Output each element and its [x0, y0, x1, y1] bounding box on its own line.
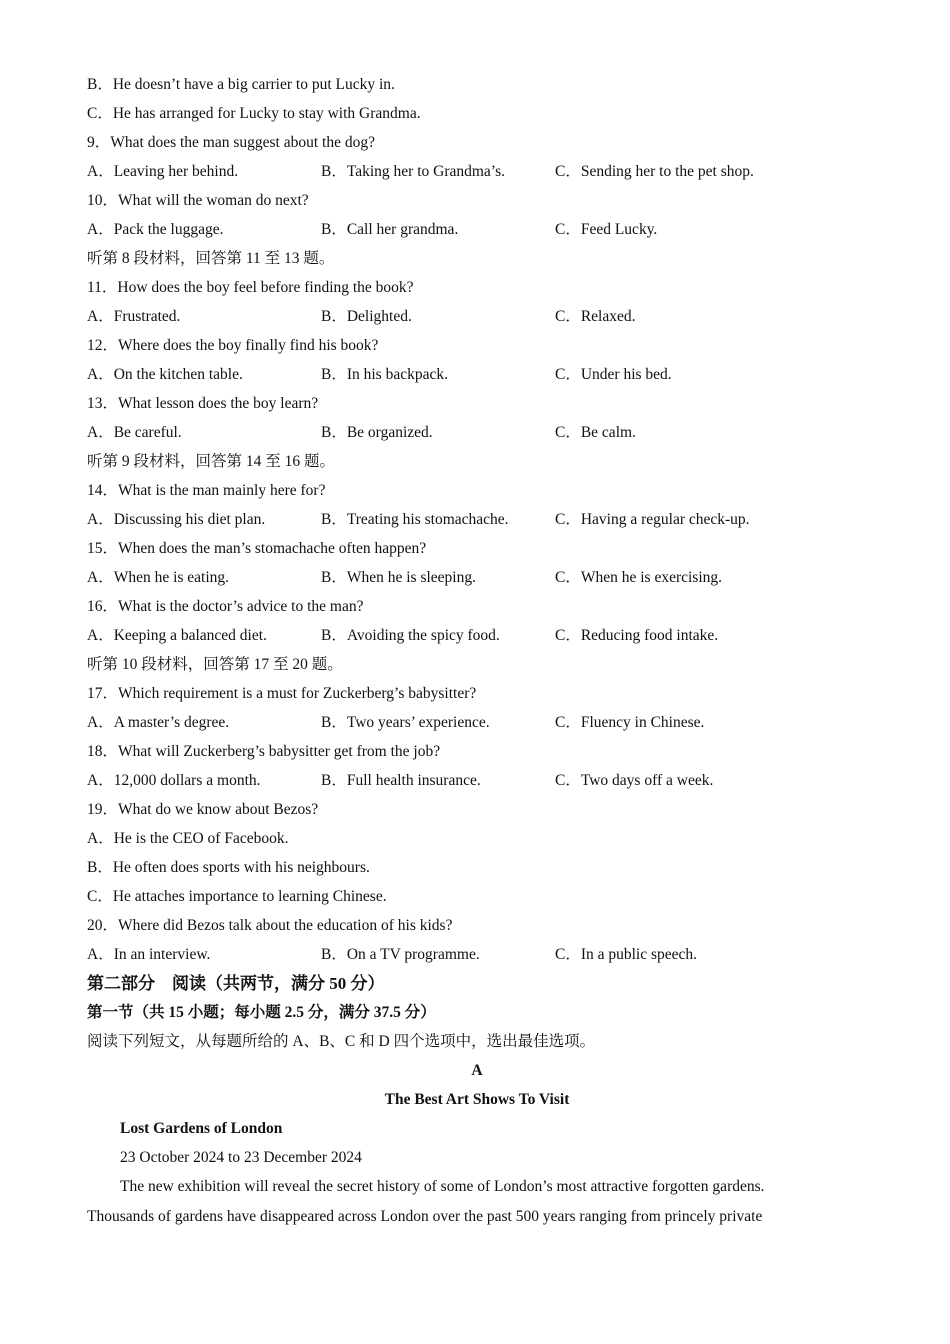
reading-instruction: 阅读下列短文，从每题所给的 A、B、C 和 D 四个选项中，选出最佳选项。 — [87, 1033, 596, 1050]
option-c: C．Feed Lucky. — [555, 221, 658, 238]
q19-option-a: A．He is the CEO of Facebook. — [87, 830, 289, 847]
option-b: B．Full health insurance. — [321, 772, 481, 789]
option-c: C．When he is exercising. — [555, 569, 723, 586]
option-c: C．Under his bed. — [555, 366, 672, 383]
q15-question: 15．When does the man’s stomachache often happen? — [87, 540, 427, 557]
q18-question: 18．What will Zuckerberg’s babysitter get from the job? — [87, 743, 441, 760]
section-1-heading: 第一节（共 15 小题；每小题 2.5 分，满分 37.5 分） — [87, 1004, 436, 1021]
q14-question: 14．What is the man mainly here for? — [87, 482, 326, 499]
section-10-instruction: 听第 10 段材料，回答第 17 至 20 题。 — [87, 656, 343, 673]
passage-title: The Best Art Shows To Visit — [384, 1091, 570, 1108]
option-b: B．Two years’ experience. — [321, 714, 490, 731]
option-b: B．Delighted. — [321, 308, 412, 325]
option-c: C．Be calm. — [555, 424, 636, 441]
option-b: B．Call her grandma. — [321, 221, 459, 238]
q19-option-b: B．He often does sports with his neighbours. — [87, 859, 370, 876]
option-c: C．Having a regular check-up. — [555, 511, 750, 528]
option-a: A．When he is eating. — [87, 569, 230, 586]
option-b: B．Avoiding the spicy food. — [321, 627, 500, 644]
q11-options — [87, 302, 867, 331]
q8-option-c: C．He has arranged for Lucky to stay with Grandma. — [87, 105, 421, 122]
passage-letter: A — [471, 1062, 483, 1079]
q15-options — [87, 563, 867, 592]
q13-question: 13．What lesson does the boy learn? — [87, 395, 319, 412]
option-a: A．A master’s degree. — [87, 714, 230, 731]
option-c: C．Two days off a week. — [555, 772, 714, 789]
option-c: C．Reducing food intake. — [555, 627, 719, 644]
option-a: A．Leaving her behind. — [87, 163, 239, 180]
q20-options — [87, 940, 867, 969]
option-a: A．Frustrated. — [87, 308, 181, 325]
option-a: A．Keeping a balanced diet. — [87, 627, 267, 644]
q12-question: 12．Where does the boy finally find his book? — [87, 337, 379, 354]
option-c: C．Relaxed. — [555, 308, 636, 325]
exam-page — [87, 70, 867, 1232]
option-a: A．On the kitchen table. — [87, 366, 243, 383]
q19-option-c: C．He attaches importance to learning Chinese. — [87, 888, 387, 905]
option-b: B．When he is sleeping. — [321, 569, 476, 586]
q10-options — [87, 215, 867, 244]
q9-options — [87, 157, 867, 186]
q19-question: 19．What do we know about Bezos? — [87, 801, 319, 818]
q17-question: 17．Which requirement is a must for Zuckerberg’s babysitter? — [87, 685, 477, 702]
q10-question: 10．What will the woman do next? — [87, 192, 309, 209]
q12-options — [87, 360, 867, 389]
option-b: B．On a TV programme. — [321, 946, 480, 963]
show-description: The new exhibition will reveal the secret history of some of London’s most attractive forgotten gardens. Thousands of gardens have disappeared across London over the past 500 years ranging from princely private — [87, 1178, 765, 1225]
option-b: B．Be organized. — [321, 424, 433, 441]
show-title: Lost Gardens of London — [120, 1120, 283, 1137]
q8-option-b: B．He doesn’t have a big carrier to put Lucky in. — [87, 76, 395, 93]
q18-options — [87, 766, 867, 795]
part-2-heading: 第二部分 阅读（共两节，满分 50 分） — [87, 974, 385, 993]
option-b: B．Treating his stomachache. — [321, 511, 509, 528]
option-c: C．Sending her to the pet shop. — [555, 163, 754, 180]
section-8-instruction: 听第 8 段材料，回答第 11 至 13 题。 — [87, 250, 335, 267]
q20-question: 20．Where did Bezos talk about the education of his kids? — [87, 917, 453, 934]
option-a: A．12,000 dollars a month. — [87, 772, 261, 789]
option-b: B．Taking her to Grandma’s. — [321, 163, 506, 180]
q14-options — [87, 505, 867, 534]
option-a: A．In an interview. — [87, 946, 211, 963]
q16-options — [87, 621, 867, 650]
option-c: C．In a public speech. — [555, 946, 698, 963]
show-dates: 23 October 2024 to 23 December 2024 — [120, 1149, 362, 1166]
option-a: A．Discussing his diet plan. — [87, 511, 266, 528]
q16-question: 16．What is the doctor’s advice to the man? — [87, 598, 364, 615]
option-a: A．Be careful. — [87, 424, 182, 441]
q13-options — [87, 418, 867, 447]
option-a: A．Pack the luggage. — [87, 221, 224, 238]
q9-question: 9．What does the man suggest about the dog? — [87, 134, 375, 151]
option-b: B．In his backpack. — [321, 366, 448, 383]
q11-question: 11．How does the boy feel before finding the book? — [87, 279, 414, 296]
section-9-instruction: 听第 9 段材料，回答第 14 至 16 题。 — [87, 453, 336, 470]
option-c: C．Fluency in Chinese. — [555, 714, 705, 731]
q17-options — [87, 708, 867, 737]
